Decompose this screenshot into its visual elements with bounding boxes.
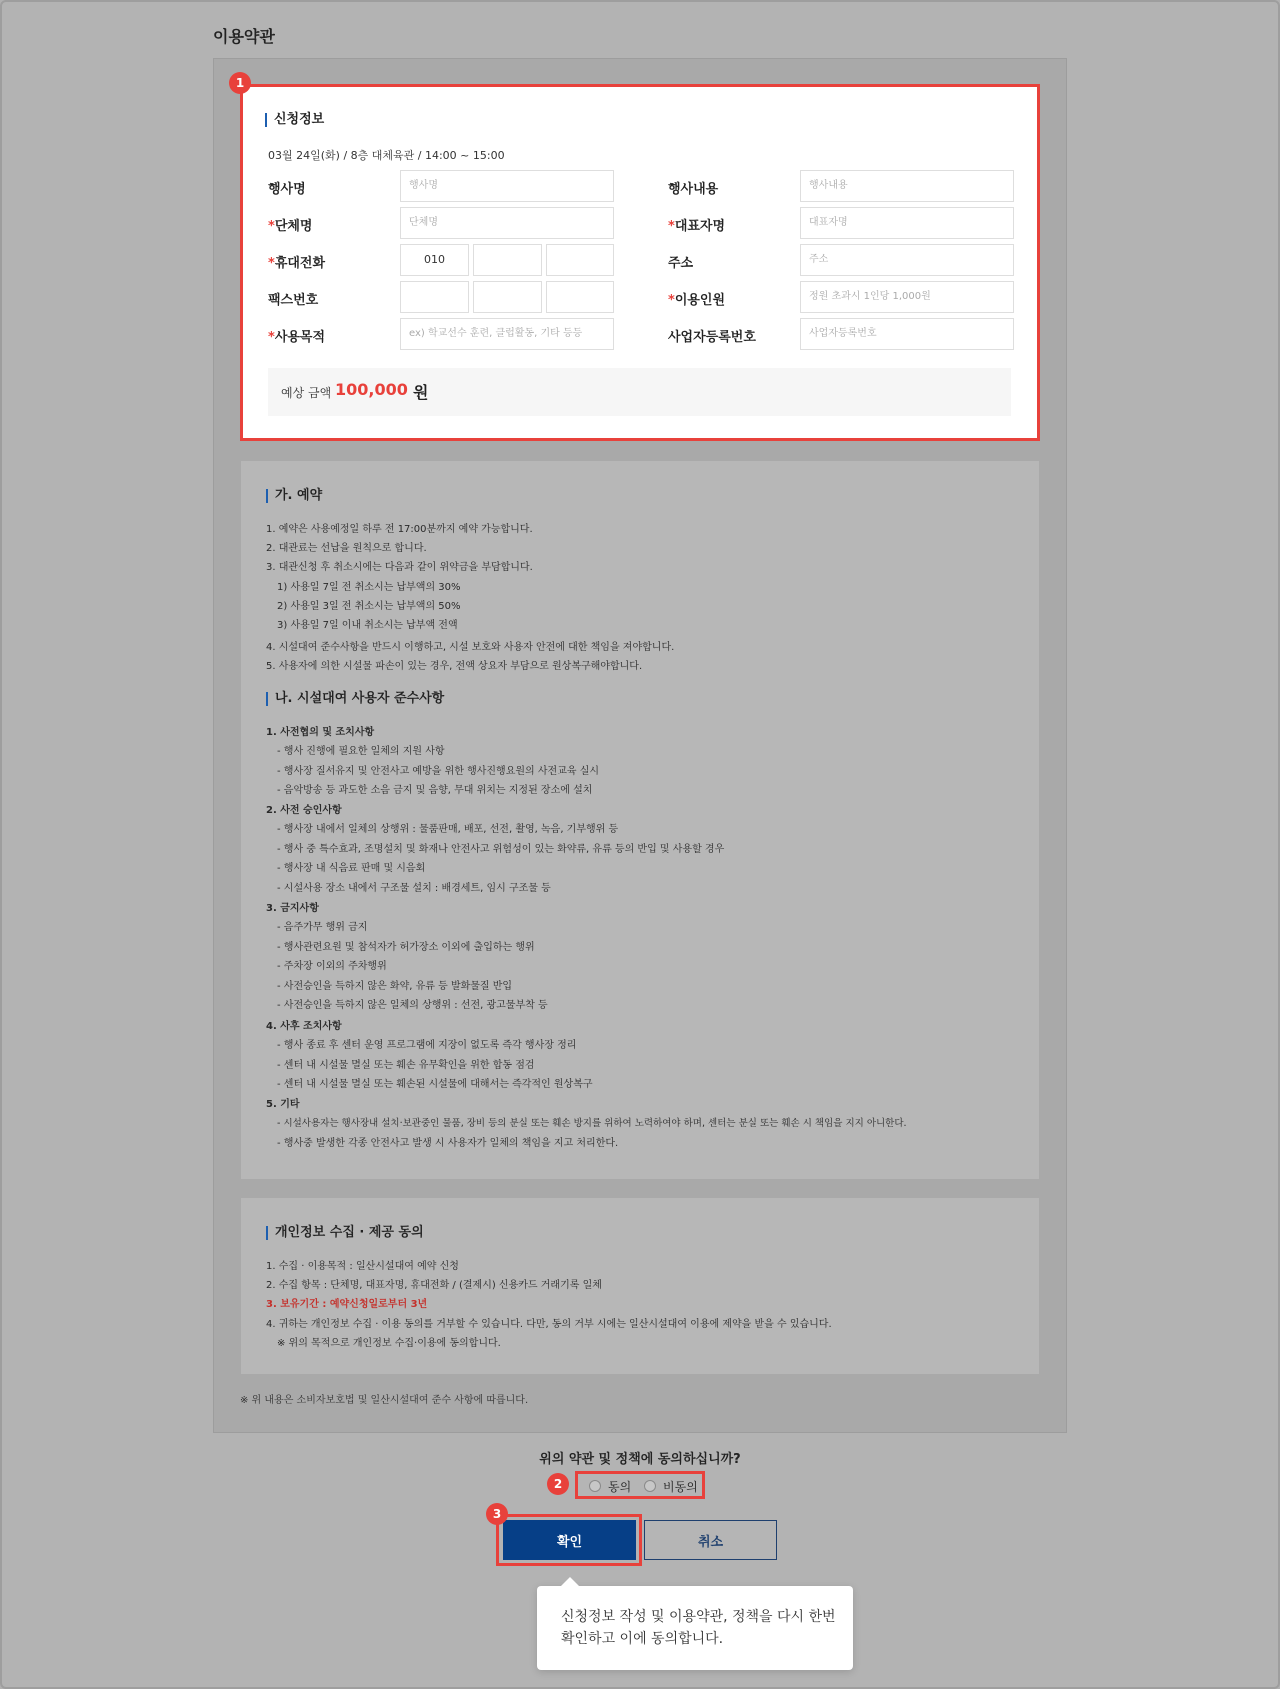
estimated-price-box xyxy=(268,368,1011,416)
tooltip-text: 신청정보 작성 및 이용약관, 정책을 다시 한번 확인하고 이에 동의합니다. xyxy=(561,1609,836,1647)
people-label: *이용인원 xyxy=(668,293,726,308)
terms-line: - 행사 종료 후 센터 운영 프로그램에 지장이 없도록 즉각 행사장 정리 xyxy=(277,1040,577,1051)
address-label: 주소 xyxy=(668,256,694,271)
terms-line: - 행사중 발생한 각종 안전사고 발생 시 사용자가 일체의 책임을 지고 처리한다. xyxy=(277,1138,619,1149)
terms-card xyxy=(240,460,1040,1180)
terms-section-a-title: 가. 예약 xyxy=(266,489,322,503)
terms-line: - 행사 중 특수효과, 조명설치 및 화재나 안전사고 위험성이 있는 화약류, 유류 등의 반입 및 사용할 경우 xyxy=(277,844,725,855)
required-mark: * xyxy=(668,219,675,234)
terms-line: - 행사장 질서유지 및 안전사고 예방을 위한 행사진행요원의 사전교육 실시 xyxy=(277,766,600,777)
biz-no-label: 사업자등록번호 xyxy=(668,330,756,345)
address-input[interactable]: 주소 xyxy=(800,244,1014,276)
terms-line: - 행사 진행에 필요한 일체의 지원 사항 xyxy=(277,746,445,757)
price-unit: 원 xyxy=(413,383,429,402)
confirm-tooltip xyxy=(537,1586,853,1670)
terms-line: - 센터 내 시설물 멸실 또는 훼손 유무확인을 위한 합동 점검 xyxy=(277,1060,535,1071)
price-label: 예상 금액 xyxy=(281,386,332,400)
required-mark: * xyxy=(668,293,675,308)
terms-line: 1. 예약은 사용예정일 하루 전 17:00분까지 예약 가능합니다. xyxy=(266,524,533,535)
terms-line: - 행사장 내에서 일체의 상행위 : 물품판매, 배포, 선전, 촬영, 녹음, 기부행위 등 xyxy=(277,824,619,835)
event-name-input[interactable]: 행사명 xyxy=(400,170,614,202)
terms-line: - 음악방송 등 과도한 소음 금지 및 음향, 무대 위치는 지정된 장소에 설치 xyxy=(277,785,593,796)
footnote: ※ 위 내용은 소비자보호법 및 일산시설대여 준수 사항에 따릅니다. xyxy=(240,1395,529,1406)
purpose-input[interactable]: ex) 학교선수 훈련, 클럽활동, 기타 등등 xyxy=(400,318,614,350)
step-badge-2: 2 xyxy=(547,1473,569,1495)
terms-section-b-title: 나. 시설대여 사용자 준수사항 xyxy=(266,692,444,706)
purpose-label: *사용목적 xyxy=(268,330,326,345)
terms-line: 1. 사전협의 및 조치사항 xyxy=(266,727,375,738)
step-badge-1: 1 xyxy=(229,72,251,94)
step-badge-3: 3 xyxy=(486,1503,508,1525)
event-content-label: 행사내용 xyxy=(668,182,719,197)
terms-line: - 사전승인을 득하지 않은 일체의 상행위 : 선전, 광고물부착 등 xyxy=(277,1000,548,1011)
confirm-button[interactable]: 확인 xyxy=(503,1520,636,1560)
cancel-button[interactable]: 취소 xyxy=(644,1520,777,1560)
reservation-date-line: 03월 24일(화) / 8층 대체육관 / 14:00 ~ 15:00 xyxy=(268,149,505,162)
terms-line: 2) 사용일 3일 전 취소시는 납부액의 50% xyxy=(277,601,461,612)
event-content-input[interactable]: 행사내용 xyxy=(800,170,1014,202)
terms-line: 5. 기타 xyxy=(266,1099,300,1110)
application-section-title: 신청정보 xyxy=(265,113,324,127)
terms-line: - 시설사용자는 행사장내 설치·보관중인 물품, 장비 등의 분실 또는 훼손 방지를 위하여 노력하여야 하며, 센터는 분실 또는 훼손 시 책임을 지지 아니한다. xyxy=(277,1118,907,1129)
agreement-question: 위의 약관 및 정책에 동의하십니까? xyxy=(539,1452,741,1467)
terms-line: 3) 사용일 7일 이내 취소시는 납부액 전액 xyxy=(277,620,458,631)
rep-name-input[interactable]: 대표자명 xyxy=(800,207,1014,239)
agree-label[interactable]: 동의 xyxy=(608,1480,632,1494)
terms-line: 3. 대관신청 후 취소시에는 다음과 같이 위약금을 부담합니다. xyxy=(266,562,533,573)
disagree-label[interactable]: 비동의 xyxy=(663,1480,698,1494)
terms-line: 4. 시설대여 준수사항을 반드시 이행하고, 시설 보호와 사용자 안전에 대한 책임을 져야합니다. xyxy=(266,642,675,653)
page-title: 이용약관 xyxy=(213,27,275,46)
terms-line: 4. 사후 조치사항 xyxy=(266,1021,342,1032)
terms-line: 3. 금지사항 xyxy=(266,903,319,914)
terms-line: - 시설사용 장소 내에서 구조물 설치 : 배경세트, 임시 구조물 등 xyxy=(277,883,551,894)
fax-input-1[interactable] xyxy=(400,281,469,313)
terms-line: 2. 사전 승인사항 xyxy=(266,805,342,816)
agreement-radio-group xyxy=(575,1471,705,1499)
privacy-line: 1. 수집 · 이용목적 : 일산시설대여 예약 신청 xyxy=(266,1261,459,1272)
terms-line: - 행사관련요원 및 참석자가 허가장소 이외에 출입하는 행위 xyxy=(277,942,535,953)
terms-line: - 주차장 이외의 주차행위 xyxy=(277,961,387,972)
mobile-input-1[interactable]: 010 xyxy=(400,244,469,276)
disagree-radio[interactable] xyxy=(644,1480,656,1492)
org-name-label: *단체명 xyxy=(268,219,313,234)
required-mark: * xyxy=(268,256,275,271)
mobile-input-3[interactable] xyxy=(546,244,614,276)
people-input[interactable]: 정원 초과시 1인당 1,000원 xyxy=(800,281,1014,313)
event-name-label: 행사명 xyxy=(268,182,306,197)
terms-line: 5. 사용자에 의한 시설물 파손이 있는 경우, 전액 상요자 부담으로 원상복구해야합니다. xyxy=(266,661,643,672)
terms-line: - 센터 내 시설물 멸실 또는 훼손된 시설물에 대해서는 즉각적인 원상복구 xyxy=(277,1079,593,1090)
biz-no-input[interactable]: 사업자등록번호 xyxy=(800,318,1014,350)
privacy-line: ※ 위의 목적으로 개인정보 수집·이용에 동의합니다. xyxy=(277,1338,501,1349)
price-value: 100,000 xyxy=(335,380,408,399)
mobile-label: *휴대전화 xyxy=(268,256,326,271)
mobile-input-2[interactable] xyxy=(473,244,542,276)
fax-input-2[interactable] xyxy=(473,281,542,313)
privacy-line: 4. 귀하는 개인정보 수집 · 이용 동의를 거부할 수 있습니다. 다만, 동의 거부 시에는 일산시설대여 이용에 제약을 받을 수 있습니다. xyxy=(266,1319,832,1330)
privacy-retention-line: 3. 보유기간 : 예약신청일로부터 3년 xyxy=(266,1299,428,1310)
privacy-line: 2. 수집 항목 : 단체명, 대표자명, 휴대전화 / (결제시) 신용카드 거래기록 일체 xyxy=(266,1280,602,1291)
terms-line: - 행사장 내 식음료 판매 및 시음회 xyxy=(277,863,426,874)
terms-line: - 음주가무 행위 금지 xyxy=(277,922,368,933)
terms-line: 1) 사용일 7일 전 취소시는 납부액의 30% xyxy=(277,582,461,593)
fax-label: 팩스번호 xyxy=(268,293,319,308)
required-mark: * xyxy=(268,219,275,234)
org-name-input[interactable]: 단체명 xyxy=(400,207,614,239)
privacy-title: 개인정보 수집 · 제공 동의 xyxy=(266,1226,424,1240)
rep-name-label: *대표자명 xyxy=(668,219,726,234)
application-form xyxy=(240,84,1040,441)
privacy-consent-card xyxy=(240,1197,1040,1375)
agree-radio[interactable] xyxy=(589,1480,601,1492)
terms-line: 2. 대관료는 선납을 원칙으로 합니다. xyxy=(266,543,427,554)
required-mark: * xyxy=(268,330,275,345)
fax-input-3[interactable] xyxy=(546,281,614,313)
terms-line: - 사전승인을 득하지 않은 화약, 유류 등 발화물질 반입 xyxy=(277,981,513,992)
